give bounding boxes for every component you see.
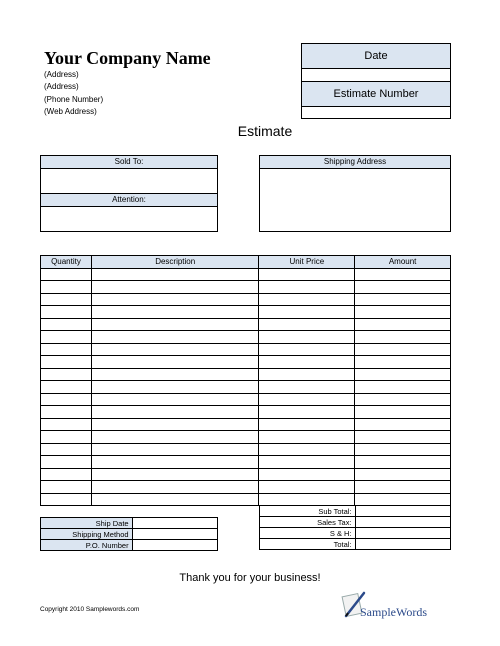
po-number-label: P.O. Number xyxy=(41,540,133,551)
quantity-cell[interactable] xyxy=(41,468,92,481)
amount-cell[interactable] xyxy=(355,293,451,306)
quantity-cell[interactable] xyxy=(41,356,92,369)
web-address-line: (Web Address) xyxy=(44,107,97,116)
shipping-address-box xyxy=(259,155,451,232)
quantity-cell[interactable] xyxy=(41,281,92,294)
shipping-handling-value[interactable] xyxy=(355,528,450,539)
items-header-row xyxy=(41,256,451,269)
address-line-1: (Address) xyxy=(44,70,79,79)
amount-cell[interactable] xyxy=(355,343,451,356)
amount-cell[interactable] xyxy=(355,406,451,419)
unit-price-cell[interactable] xyxy=(259,356,355,369)
amount-cell[interactable] xyxy=(355,443,451,456)
description-cell[interactable] xyxy=(91,268,259,281)
table-row xyxy=(41,406,451,419)
table-row xyxy=(41,481,451,494)
table-row xyxy=(41,418,451,431)
amount-cell[interactable] xyxy=(355,356,451,369)
unit-price-cell[interactable] xyxy=(259,306,355,319)
unit-price-cell[interactable] xyxy=(259,331,355,344)
total-label: Total: xyxy=(260,539,356,550)
items-table xyxy=(40,255,451,506)
quantity-cell[interactable] xyxy=(41,318,92,331)
description-cell[interactable] xyxy=(91,381,259,394)
unit-price-cell[interactable] xyxy=(259,368,355,381)
quantity-cell[interactable] xyxy=(41,268,92,281)
amount-cell[interactable] xyxy=(355,331,451,344)
thank-you-message: Thank you for your business! xyxy=(179,572,321,584)
unit-price-cell[interactable] xyxy=(259,468,355,481)
subtotal-label: Sub Total: xyxy=(260,506,356,517)
date-field[interactable] xyxy=(302,68,450,82)
sold-to-label: Sold To: xyxy=(41,156,217,169)
description-cell[interactable] xyxy=(91,368,259,381)
description-cell[interactable] xyxy=(91,306,259,319)
amount-cell[interactable] xyxy=(355,281,451,294)
table-row xyxy=(41,431,451,444)
amount-cell[interactable] xyxy=(355,431,451,444)
quantity-cell[interactable] xyxy=(41,331,92,344)
quantity-cell[interactable] xyxy=(41,368,92,381)
phone-number-line: (Phone Number) xyxy=(44,95,104,104)
amount-cell[interactable] xyxy=(355,318,451,331)
date-label: Date xyxy=(364,50,388,62)
quantity-cell[interactable] xyxy=(41,381,92,394)
quantity-cell[interactable] xyxy=(41,343,92,356)
amount-cell[interactable] xyxy=(355,418,451,431)
company-name: Your Company Name xyxy=(44,48,211,68)
unit-price-cell[interactable] xyxy=(259,456,355,469)
unit-price-cell[interactable] xyxy=(259,318,355,331)
description-cell[interactable] xyxy=(91,456,259,469)
description-cell[interactable] xyxy=(91,281,259,294)
description-cell[interactable] xyxy=(91,481,259,494)
document-title: Estimate xyxy=(237,123,293,139)
quantity-cell[interactable] xyxy=(41,481,92,494)
unit-price-header: Unit Price xyxy=(259,256,355,269)
description-cell[interactable] xyxy=(91,318,259,331)
sales-tax-value[interactable] xyxy=(355,517,450,528)
shipping-address-label: Shipping Address xyxy=(260,156,450,169)
quantity-cell[interactable] xyxy=(41,306,92,319)
unit-price-cell[interactable] xyxy=(259,493,355,506)
unit-price-cell[interactable] xyxy=(259,393,355,406)
table-row xyxy=(41,306,451,319)
quantity-header: Quantity xyxy=(41,256,92,269)
shipping-address-field[interactable] xyxy=(260,169,450,231)
amount-cell[interactable] xyxy=(355,268,451,281)
quantity-cell[interactable] xyxy=(41,418,92,431)
description-cell[interactable] xyxy=(91,431,259,444)
description-cell[interactable] xyxy=(91,468,259,481)
quantity-cell[interactable] xyxy=(41,443,92,456)
meta-box xyxy=(301,43,451,119)
quantity-cell[interactable] xyxy=(41,493,92,506)
description-header: Description xyxy=(91,256,259,269)
sold-to-box xyxy=(40,155,218,232)
shipping-method-row xyxy=(41,529,218,540)
estimate-number-header xyxy=(302,82,450,107)
amount-cell[interactable] xyxy=(355,368,451,381)
table-row xyxy=(41,293,451,306)
shipping-handling-label: S & H: xyxy=(260,528,356,539)
description-cell[interactable] xyxy=(91,493,259,506)
attention-label: Attention: xyxy=(41,194,217,207)
table-row xyxy=(41,268,451,281)
total-row xyxy=(260,539,451,550)
quantity-cell[interactable] xyxy=(41,456,92,469)
description-cell[interactable] xyxy=(91,356,259,369)
description-cell[interactable] xyxy=(91,331,259,344)
quantity-cell[interactable] xyxy=(41,431,92,444)
quantity-cell[interactable] xyxy=(41,293,92,306)
ship-date-row xyxy=(41,518,218,529)
amount-cell[interactable] xyxy=(355,456,451,469)
description-cell[interactable] xyxy=(91,393,259,406)
unit-price-cell[interactable] xyxy=(259,418,355,431)
sales-tax-label: Sales Tax: xyxy=(260,517,356,528)
unit-price-cell[interactable] xyxy=(259,281,355,294)
ship-date-label: Ship Date xyxy=(41,518,133,529)
totals-table xyxy=(259,505,451,550)
unit-price-cell[interactable] xyxy=(259,431,355,444)
estimate-number-field[interactable] xyxy=(302,106,450,118)
po-number-row xyxy=(41,540,218,551)
table-row xyxy=(41,368,451,381)
samplewords-logo xyxy=(340,589,455,621)
unit-price-cell[interactable] xyxy=(259,443,355,456)
description-cell[interactable] xyxy=(91,406,259,419)
table-row xyxy=(41,443,451,456)
table-row xyxy=(41,456,451,469)
total-value[interactable] xyxy=(355,539,450,550)
table-row xyxy=(41,318,451,331)
copyright-text: Copyright 2010 Samplewords.com xyxy=(40,606,140,613)
table-row xyxy=(41,393,451,406)
date-header xyxy=(302,44,450,69)
unit-price-cell[interactable] xyxy=(259,406,355,419)
unit-price-cell[interactable] xyxy=(259,293,355,306)
shipping-method-label: Shipping Method xyxy=(41,529,133,540)
amount-cell[interactable] xyxy=(355,381,451,394)
amount-cell[interactable] xyxy=(355,481,451,494)
shipping-info-table xyxy=(40,517,218,551)
unit-price-cell[interactable] xyxy=(259,268,355,281)
table-row xyxy=(41,281,451,294)
amount-cell[interactable] xyxy=(355,306,451,319)
table-row xyxy=(41,381,451,394)
sales-tax-row xyxy=(260,517,451,528)
sold-to-field[interactable] xyxy=(41,169,217,194)
table-row xyxy=(41,331,451,344)
po-number-value[interactable] xyxy=(132,540,217,551)
quantity-cell[interactable] xyxy=(41,393,92,406)
description-cell[interactable] xyxy=(91,293,259,306)
unit-price-cell[interactable] xyxy=(259,481,355,494)
shipping-handling-row xyxy=(260,528,451,539)
table-row xyxy=(41,356,451,369)
quantity-cell[interactable] xyxy=(41,406,92,419)
logo-text: SampleWords xyxy=(360,605,428,619)
description-cell[interactable] xyxy=(91,418,259,431)
unit-price-cell[interactable] xyxy=(259,343,355,356)
amount-cell[interactable] xyxy=(355,493,451,506)
table-row xyxy=(41,493,451,506)
amount-cell[interactable] xyxy=(355,393,451,406)
attention-field[interactable] xyxy=(41,207,217,231)
ship-date-value[interactable] xyxy=(132,518,217,529)
estimate-number-label: Estimate Number xyxy=(333,88,419,100)
amount-cell[interactable] xyxy=(355,468,451,481)
unit-price-cell[interactable] xyxy=(259,381,355,394)
shipping-method-value[interactable] xyxy=(132,529,217,540)
subtotal-value[interactable] xyxy=(355,506,450,517)
amount-header: Amount xyxy=(355,256,451,269)
table-row xyxy=(41,343,451,356)
table-row xyxy=(41,468,451,481)
subtotal-row xyxy=(260,506,451,517)
description-cell[interactable] xyxy=(91,443,259,456)
description-cell[interactable] xyxy=(91,343,259,356)
address-line-2: (Address) xyxy=(44,82,79,91)
